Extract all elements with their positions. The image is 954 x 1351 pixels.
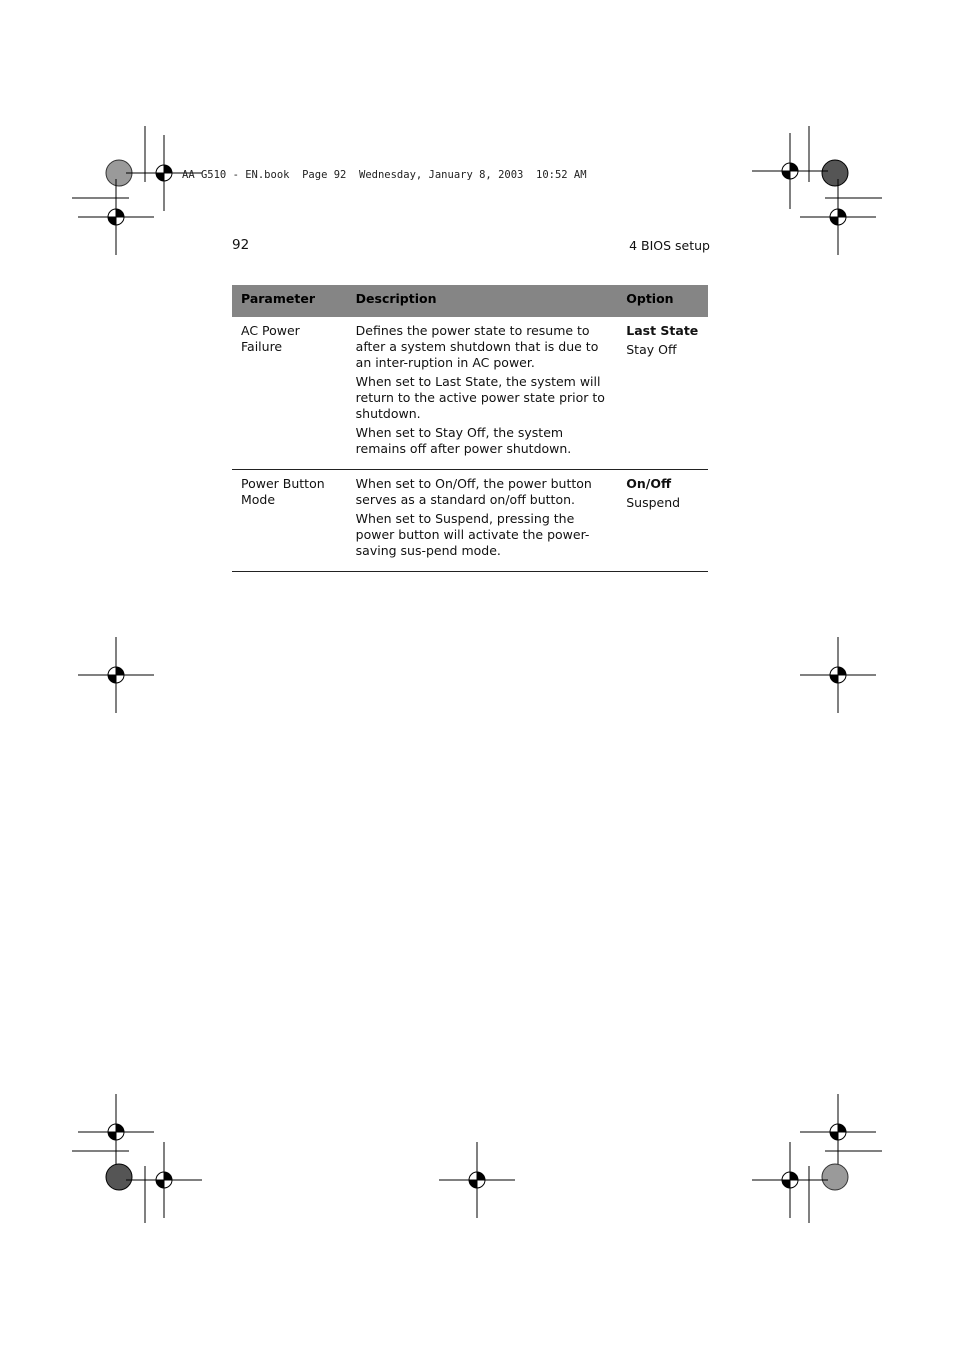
registration-target-icon — [126, 1142, 202, 1218]
registration-target-icon — [800, 1094, 876, 1170]
registration-target-icon — [78, 179, 154, 255]
star-target-icon — [822, 1164, 848, 1190]
registration-target-icon — [800, 637, 876, 713]
header-option: Option — [617, 285, 708, 317]
header-description: Description — [347, 285, 618, 317]
option-alternative: Suspend — [626, 495, 681, 510]
parameter-cell — [232, 470, 347, 572]
table-header-row — [232, 285, 708, 317]
option-alternative: Stay Off — [626, 342, 677, 357]
parameter-name: Power Button — [241, 476, 325, 491]
parameter-name: Failure — [241, 339, 283, 354]
description-cell — [347, 470, 618, 572]
description-paragraph: Defines the power state to resume to after a system shutdown that is due to an inter-ruption in AC power. — [355, 323, 599, 370]
bios-parameter-table — [232, 285, 708, 572]
running-head: 4 BIOS setup — [629, 238, 710, 253]
registration-target-icon — [78, 637, 154, 713]
registration-target-icon — [752, 133, 828, 209]
table-row — [232, 317, 708, 470]
registration-target-icon — [752, 1142, 828, 1218]
option-cell — [617, 470, 708, 572]
page-number: 92 — [232, 237, 250, 253]
registration-target-icon — [439, 1142, 515, 1218]
registration-target-icon — [800, 179, 876, 255]
description-paragraph: When set to Last State, the system will return to the active power state prior to shutdown. — [355, 374, 605, 421]
registration-target-icon — [78, 1094, 154, 1170]
parameter-cell — [232, 317, 347, 470]
parameter-name: Mode — [241, 492, 276, 507]
star-target-icon — [106, 1164, 132, 1190]
print-slug: AA G510 - EN.book Page 92 Wednesday, January 8, 2003 10:52 AM — [182, 169, 587, 181]
option-cell — [617, 317, 708, 470]
table-row — [232, 470, 708, 572]
description-cell — [347, 317, 618, 470]
option-default: On/Off — [626, 476, 672, 491]
parameter-name: AC Power — [241, 323, 300, 338]
description-paragraph: When set to On/Off, the power button serves as a standard on/off button. — [355, 476, 592, 507]
description-paragraph: When set to Stay Off, the system remains off after power shutdown. — [355, 425, 572, 456]
description-paragraph: When set to Suspend, pressing the power button will activate the power-saving sus-pend mode. — [355, 511, 590, 558]
option-default: Last State — [626, 323, 699, 338]
star-target-icon — [822, 160, 848, 186]
header-parameter: Parameter — [232, 285, 347, 317]
